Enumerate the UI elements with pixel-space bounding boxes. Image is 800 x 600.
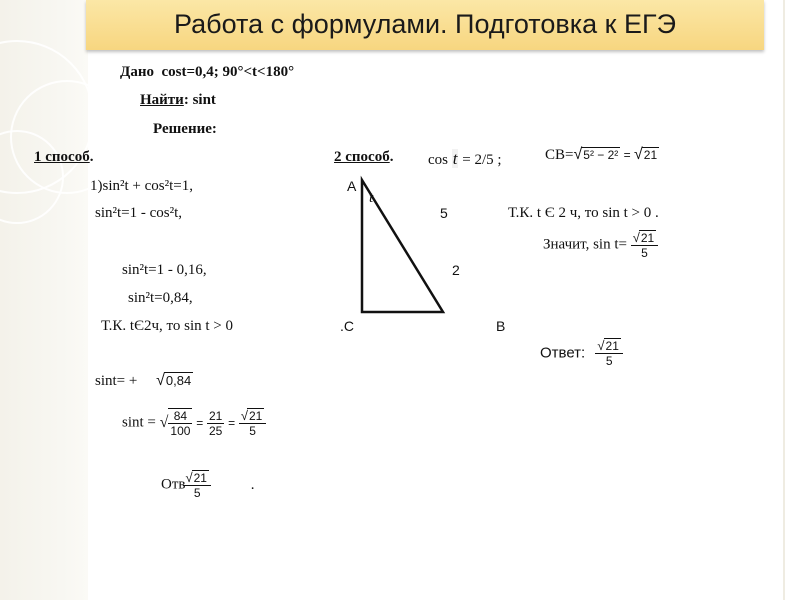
page-title: Работа с формулами. Подготовка к ЕГЭ xyxy=(174,9,676,39)
fraction-sqrt21-5: $\frac{√21}{5}$ xyxy=(631,230,659,260)
fraction-sqrt21-5: $\frac{√21}{5}$ xyxy=(239,408,267,438)
method2-dot: . xyxy=(389,149,394,165)
sint2-prefix: sint = xyxy=(122,414,156,431)
sqrt-symbol: √ xyxy=(159,414,169,431)
cb-radicand: 5² − 2² xyxy=(583,148,619,162)
method2-label: 2 способ xyxy=(334,149,390,165)
cb-eq: = xyxy=(623,148,631,162)
solution-label: Решение: xyxy=(153,121,217,137)
find-label: Найти xyxy=(140,92,184,108)
vertex-a-label: A xyxy=(347,178,357,194)
sqrt-radicand: 0,84 xyxy=(165,373,192,388)
find-text: : sint xyxy=(183,92,216,108)
denominator: 5 xyxy=(193,486,201,500)
vertex-b-label: B xyxy=(496,318,506,334)
leg-label: 2 xyxy=(452,262,460,278)
cos-value: = 2/5 ; xyxy=(462,152,502,168)
method1-step-4: sin²t=0,84, xyxy=(128,290,193,306)
denominator: 5 xyxy=(605,354,613,368)
therefore-text: Значит, sin t= xyxy=(543,236,627,253)
radicand: 21 xyxy=(248,409,263,423)
method1-step-2: sin²t=1 - cos²t, xyxy=(95,205,183,221)
cb-line: СВ=√5² − 2² = √21 xyxy=(545,146,658,163)
method1-dot: . xyxy=(89,149,94,165)
numerator: 21 xyxy=(208,408,223,423)
method1-step-3: sin²t=1 - 0,16, xyxy=(122,262,207,278)
t-symbol: t xyxy=(452,149,458,168)
fraction-sqrt21-5: $\frac{√21}{5}$ xyxy=(183,470,211,500)
hypotenuse-label: 5 xyxy=(440,205,448,221)
method1-step-5: Т.К. tЄ2ч, то sin t > 0 xyxy=(101,318,234,334)
answer-label: Ответ: xyxy=(540,344,586,362)
denominator: 100 xyxy=(170,424,191,438)
given-label: Дано xyxy=(120,64,154,80)
triangle-shape xyxy=(362,180,443,312)
vertex-c-label: .C xyxy=(340,318,354,334)
answer-dot: . xyxy=(250,476,255,493)
angle-t-label: t xyxy=(369,190,374,206)
fraction-sqrt21-5: $\frac{√21}{5}$ xyxy=(595,338,623,368)
method2-condition: Т.К. t Є 2 ч, то sin t > 0 . xyxy=(508,205,659,221)
cb-result: 21 xyxy=(643,148,658,162)
denominator: 5 xyxy=(249,424,256,438)
equals-sign: = xyxy=(196,416,204,430)
radicand: 21 xyxy=(605,339,619,353)
sqrt-084: √0,84 xyxy=(156,372,192,389)
method1-step-1: 1)sin²t + cos²t=1, xyxy=(90,178,193,194)
denominator: 5 xyxy=(641,246,648,260)
cb-prefix: СВ= xyxy=(545,147,574,163)
radicand: 21 xyxy=(193,471,207,485)
method1-label: 1 способ xyxy=(34,149,90,165)
denominator: 25 xyxy=(208,423,223,438)
sint-prefix: sint= + xyxy=(95,373,138,389)
cos-prefix: cos xyxy=(428,152,448,168)
answer-prefix: Отв xyxy=(161,476,186,493)
numerator: 84 xyxy=(168,409,192,424)
given-text: cost=0,4; 90°<t<180° xyxy=(161,64,295,80)
equals-sign: = xyxy=(228,416,236,430)
radicand: 21 xyxy=(640,231,655,245)
